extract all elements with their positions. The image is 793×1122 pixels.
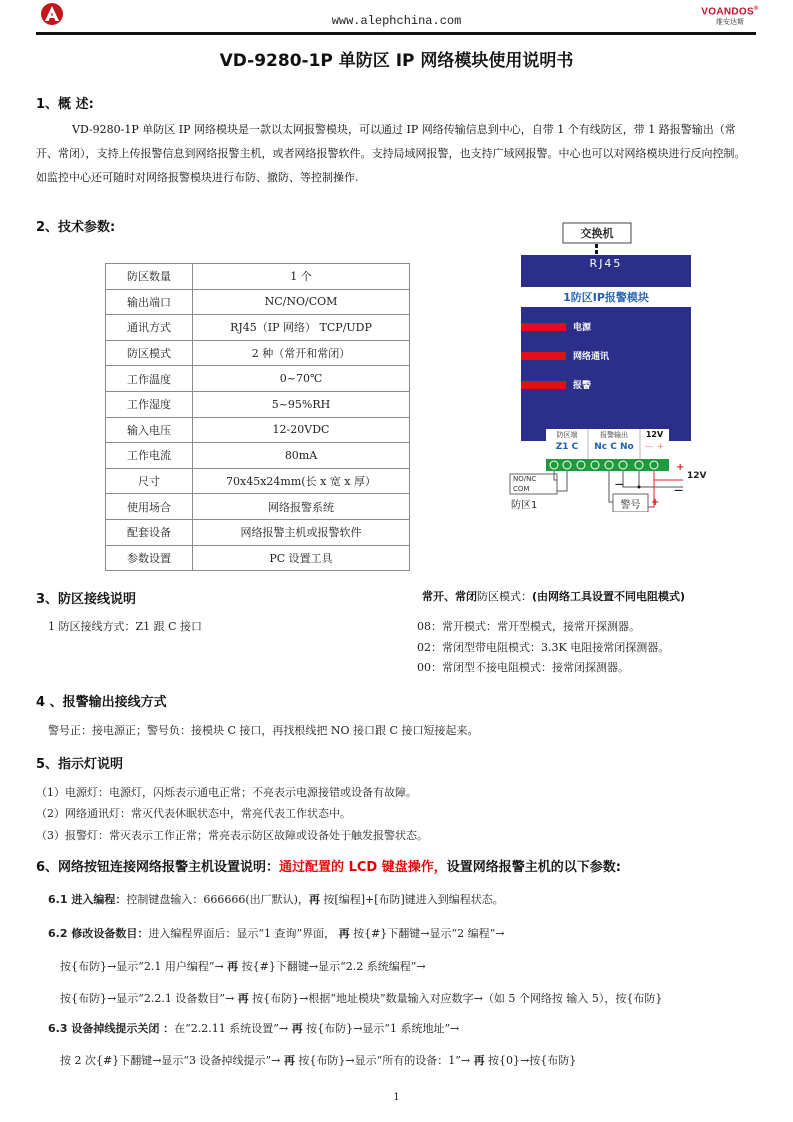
- step-emphasis: 再: [338, 927, 350, 940]
- step-text: 按{布防}→显示“2.1 用户编程”→: [60, 960, 228, 973]
- brand-chinese-name: 维安达斯: [716, 18, 744, 27]
- step-emphasis: 再: [308, 893, 320, 906]
- siren-plus-sign: +: [651, 497, 660, 508]
- terminal-output-pins: Nc C No: [594, 442, 634, 452]
- zone-modes-heading-note: (由网络工具设置不同电阻模式): [532, 590, 686, 603]
- led-alarm-label: 报警: [573, 381, 592, 391]
- step-text: 在“2.2.11 系统设置”→: [174, 1022, 292, 1035]
- step-text: 按{#}下翻键→显示“2 编程”→: [349, 927, 505, 940]
- section-alarm-output-heading: 4 、报警输出接线方式: [36, 695, 167, 710]
- step-6-2-line3: [60, 990, 662, 1006]
- step-label: 6.2 修改设备数目：: [48, 927, 149, 940]
- power-minus-sign: —: [674, 486, 683, 496]
- table-row: [106, 468, 410, 494]
- switch-label: 交换机: [580, 227, 614, 240]
- brand-name: VOANDOS: [701, 6, 754, 18]
- zone-mode-item: 02：常闭型带电阻模式：3.3K 电阻接常闭探测器。: [417, 641, 670, 654]
- step-6-2: [48, 925, 504, 941]
- spec-value: 5~95%RH: [193, 391, 410, 417]
- step-emphasis: 再: [473, 1054, 485, 1067]
- spec-value: 0~70℃: [193, 366, 410, 392]
- section-indicators-heading: 5、指示灯说明: [36, 757, 124, 772]
- table-row: [106, 443, 410, 469]
- terminal-zone-pins: Z1 C: [555, 442, 579, 452]
- spec-value: 1 个: [193, 264, 410, 290]
- section-overview-heading: 1、概 述:: [36, 97, 94, 112]
- led-network-label: 网络通讯: [573, 352, 610, 362]
- spec-key: 配套设备: [106, 519, 193, 545]
- step-text: 按 2 次{#}下翻键→显示“3 设备掉线提示”→: [60, 1054, 284, 1067]
- power-plus-sign: +: [676, 462, 685, 473]
- spec-value: 2 种（常开和常闭）: [193, 340, 410, 366]
- module-label: 1防区IP报警模块: [563, 291, 649, 304]
- spec-table: [105, 263, 410, 571]
- zone1-label: 防区1: [511, 500, 538, 511]
- spec-key: 工作电流: [106, 443, 193, 469]
- spec-key: 输出端口: [106, 289, 193, 315]
- page-title: VD-9280-1P 单防区 IP 网络模块使用说明书: [219, 51, 574, 71]
- overview-paragraph: VD-9280-1P 单防区 IP 网络模块是一款以太网报警模块，可以通过 IP 网络传输信息到中心，自带 1 个有线防区，带 1 路报警输出（常开、常闭），支持上传报警信息到网络报警主机，或者网络报警软件。支持局域网报警，也支持广域网报警。中心也可以对网络模块进行反向控制。如监控中心还可随时对网络报警模块进行布防、撤防、等控制操作.: [36, 123, 746, 184]
- network-setup-heading-highlight: 通过配置的 LCD 键盘操作，: [279, 860, 447, 875]
- step-text: 控制键盘输入：666666(出厂默认)，: [126, 893, 309, 906]
- step-text: 按{布防}→显示“所有的设备：1”→: [294, 1054, 474, 1067]
- step-emphasis: 再: [283, 1054, 295, 1067]
- header-url: www.alephchina.com: [331, 14, 462, 28]
- table-row: [106, 494, 410, 520]
- spec-key: 工作温度: [106, 366, 193, 392]
- zone-modes-heading-plain: 防区模式：: [477, 590, 532, 603]
- section-zone-wiring-heading: 3、防区接线说明: [36, 592, 137, 607]
- table-row: [106, 519, 410, 545]
- siren-label: 警号: [620, 500, 641, 511]
- step-6-1: [48, 891, 504, 907]
- spec-value: RJ45（IP 网络） TCP/UDP: [193, 315, 410, 341]
- step-label: 6.1 进入编程：: [48, 893, 127, 906]
- network-setup-heading-part2: 设置网络报警主机的以下参数:: [446, 860, 621, 875]
- step-6-3-line2: [60, 1052, 576, 1068]
- spec-key: 工作湿度: [106, 391, 193, 417]
- spec-value: NC/NO/COM: [193, 289, 410, 315]
- step-text: 按{布防}→根据“地址模块”数量输入对应数字→（如 5 个网络按 输入 5），按{布防}: [248, 992, 663, 1005]
- table-row: [106, 417, 410, 443]
- brand-registered-mark: ®: [753, 6, 759, 12]
- table-row: [106, 315, 410, 341]
- step-6-3: [48, 1020, 459, 1036]
- section-network-setup-heading: [36, 856, 621, 875]
- section-specs-heading: 2、技术参数:: [36, 220, 116, 235]
- step-text: 按{布防}→显示“2.2.1 设备数目”→: [60, 992, 238, 1005]
- spec-value: 80mA: [193, 443, 410, 469]
- spec-value: 70x45x24mm(长 x 宽 x 厚）: [193, 468, 410, 494]
- indicator-item: （2）网络通讯灯：常灭代表休眠状态中，常亮代表工作状态中。: [36, 807, 351, 820]
- zone-modes-heading-bold: 常开、常闭: [422, 590, 477, 603]
- table-row: [106, 366, 410, 392]
- spec-value: 网络报警主机或报警软件: [193, 519, 410, 545]
- step-label: 6.3 设备掉线提示关闭 ：: [48, 1022, 175, 1035]
- table-row: [106, 340, 410, 366]
- indicator-item: （3）报警灯：常灭表示工作正常；常亮表示防区故障或设备处于触发报警状态。: [36, 829, 428, 842]
- step-text: 按{布防}→显示“1 系统地址”→: [302, 1022, 460, 1035]
- step-text: 按[编程]+[布防]键进入到编程状态。: [319, 893, 504, 906]
- step-emphasis: 再: [237, 992, 249, 1005]
- spec-key: 输入电压: [106, 417, 193, 443]
- terminal-output-title: 报警输出: [600, 431, 628, 439]
- power-12v-label: 12V: [687, 471, 707, 481]
- terminal-power-pins: — +: [644, 442, 665, 452]
- spec-key: 防区模式: [106, 340, 193, 366]
- step-6-2-line2: [60, 958, 426, 974]
- step-text: 按{0}→按{布防}: [484, 1054, 577, 1067]
- header-divider: [36, 32, 756, 35]
- zone-mode-item: 08：常开模式：常开型模式，接常开探测器。: [417, 620, 640, 633]
- sensor-com-label: COM: [513, 485, 530, 493]
- spec-key: 防区数量: [106, 264, 193, 290]
- led-power-label: 电源: [573, 323, 592, 333]
- spec-key: 参数设置: [106, 545, 193, 571]
- wiring-diagram: [503, 222, 728, 512]
- table-row: [106, 391, 410, 417]
- zone-mode-item: 00：常闭型不接电阻模式：接常闭探测器。: [417, 661, 629, 674]
- table-row: [106, 264, 410, 290]
- indicator-item: （1）电源灯：电源灯，闪烁表示通电正常；不亮表示电源接错或设备有故障。: [36, 786, 417, 799]
- table-row: [106, 545, 410, 571]
- rj45-port-label: RJ45: [589, 257, 623, 270]
- spec-value: PC 设置工具: [193, 545, 410, 571]
- terminal-zone-title: 防区端: [556, 431, 578, 439]
- zone-modes-heading: [422, 588, 685, 604]
- step-emphasis: 再: [291, 1022, 303, 1035]
- page-number: 1: [393, 1092, 400, 1103]
- spec-key: 尺寸: [106, 468, 193, 494]
- spec-key: 通讯方式: [106, 315, 193, 341]
- spec-value: 12-20VDC: [193, 417, 410, 443]
- step-emphasis: 再: [227, 960, 239, 973]
- step-text: 按{#}下翻键→显示“2.2 系统编程”→: [238, 960, 426, 973]
- table-row: [106, 289, 410, 315]
- step-text: 进入编程界面后：显示“1 查询”界面，: [148, 927, 336, 940]
- alarm-output-text: 警号正：接电源正；警号负：接模块 C 接口，再找根线把 NO 接口跟 C 接口短接起来。: [48, 724, 479, 737]
- zone-wiring-text: 1 防区接线方式：Z1 跟 C 接口: [48, 620, 203, 633]
- spec-key: 使用场合: [106, 494, 193, 520]
- brand-logo: [700, 6, 760, 27]
- network-setup-heading-part1: 6、网络按钮连接网络报警主机设置说明：: [36, 860, 280, 875]
- sensor-nonc-label: NO/NC: [513, 475, 537, 483]
- spec-value: 网络报警系统: [193, 494, 410, 520]
- terminal-power-title: 12V: [645, 430, 664, 439]
- siren-minus-sign: —: [615, 480, 624, 490]
